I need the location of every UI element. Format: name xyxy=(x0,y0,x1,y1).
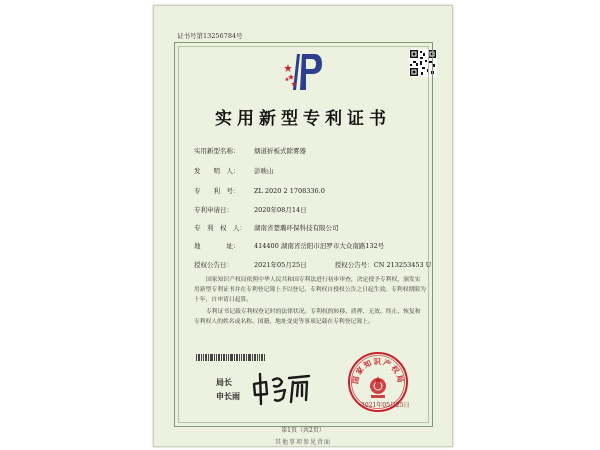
director-signature xyxy=(249,370,311,406)
field-utility-model-name: 实用新型名称： 烟道折板式除雾器 xyxy=(194,147,306,155)
certificate-title: 实用新型专利证书 xyxy=(215,109,391,129)
footer-note: 其他事项参见背面 xyxy=(274,439,331,446)
paragraph-grant-statement: 国家知识产权局依照中华人民共和国专利法进行初步审查，决定授予专利权，颁发实用新型专利证书并在专利登记簿上予以登记。专利权自授权公告之日起生效。专利权期限为十年，自申请日起算。 xyxy=(194,277,426,303)
certificate-number: 证书号第13256784号 xyxy=(177,32,243,40)
field-patentee: 专 利 权 人： 湖南省楚璐环保科技有限公司 xyxy=(194,224,339,232)
paragraph-legal-status: 专利证书记载专利权登记时的法律状况。专利权的转移、质押、无效、终止、恢复和专利权人的姓名或名称、国籍、地址变更等事项记载在专利登记簿上。 xyxy=(194,309,421,325)
field-application-date: 专利申请日： 2020年08月14日 xyxy=(194,206,307,214)
cnipa-logo-icon xyxy=(284,50,324,94)
patent-certificate xyxy=(153,5,453,447)
field-address: 地 址： 414400 湖南省岳阳市汨罗市大众南路132号 xyxy=(194,242,385,250)
svg-text:国家知识产权局: 国家知识产权局 xyxy=(350,357,406,385)
director-label: 局长 xyxy=(216,377,232,387)
director-name: 申长雨 xyxy=(216,391,240,401)
field-grant-date: 授权公告日： 2021年05月25日 授权公告号：CN 213253453 U xyxy=(194,261,432,269)
field-inventor: 发 明 人： 彭映山 xyxy=(194,167,274,175)
field-patent-number: 专 利 号： ZL 2020 2 1708336.0 xyxy=(194,187,325,195)
barcode-icon xyxy=(196,354,266,361)
page-number: 第1页（共2页） xyxy=(281,427,325,434)
seal-date: 2021年05月25日 xyxy=(361,402,410,409)
